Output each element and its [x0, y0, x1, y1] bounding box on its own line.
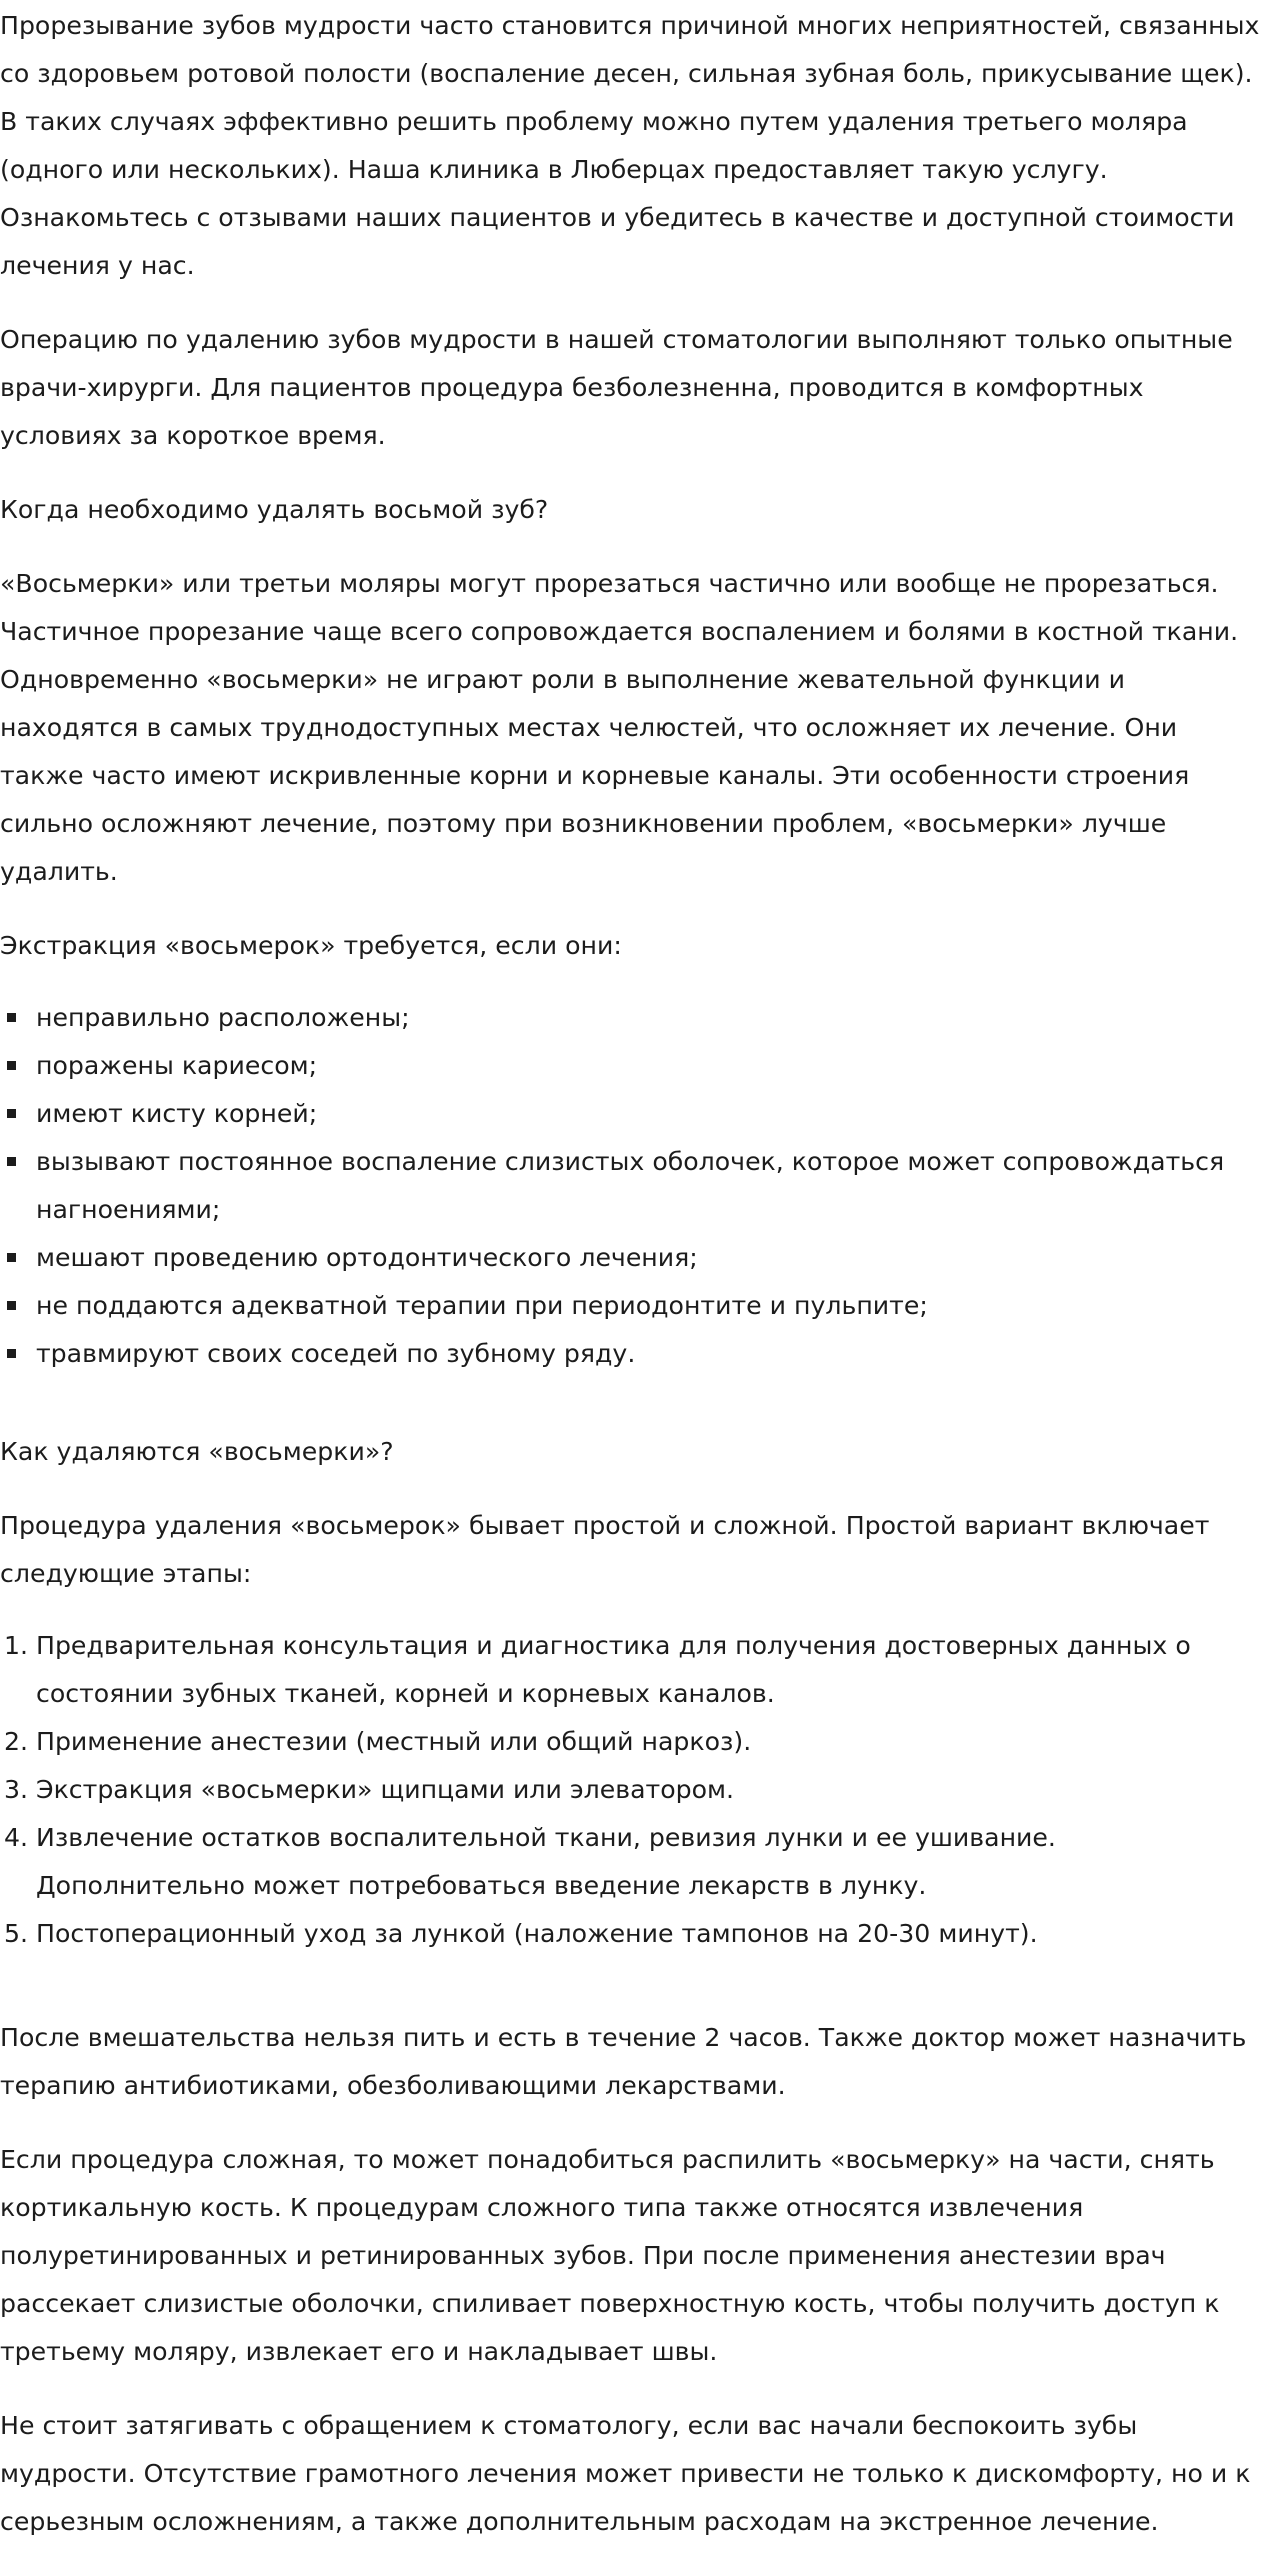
list-item: неправильно расположены; [36, 994, 1268, 1042]
section-heading-when: Когда необходимо удалять восьмой зуб? [0, 495, 549, 524]
complex-procedure-paragraph: Если процедура сложная, то может понадобиться распилить «восьмерку» на части, снять кортикальную кость. К процедурам сложного типа также относятся извлечения полуретинированных и ретинированных зубов. При после применения анестезии врач рассекает слизистые оболочки, спиливает поверхностную кость, чтобы получить доступ к третьему моляру, извлекает его и накладывает швы. [0, 2145, 1220, 2366]
aftercare-paragraph: После вмешательства нельзя пить и есть в течение 2 часов. Также доктор может назначить терапию антибиотиками, обезболивающими лекарствами. [0, 2023, 1247, 2100]
list-item: не поддаются адекватной терапии при периодонтите и пульпите; [36, 1282, 1268, 1330]
steps-list [0, 1622, 1268, 1958]
list-item: мешают проведению ортодонтического лечения; [36, 1234, 1268, 1282]
wisdom-teeth-paragraph: «Восьмерки» или третьи моляры могут прорезаться частично или вообще не прорезаться. Частичное прорезание чаще всего сопровождается воспалением и болями в костной ткани. Одновременно «восьмерки» не играют роли в выполнение жевательной функции и находятся в самых труднодоступных местах челюстей, что осложняет их лечение. Они также часто имеют искривленные корни и корневые каналы. Эти особенности строения сильно осложняют лечение, поэтому при возникновении проблем, «восьмерки» лучше удалить. [0, 569, 1239, 886]
list-item: 5. Постоперационный уход за лункой (наложение тампонов на 20-30 минут). [36, 1910, 1268, 1958]
reasons-list [0, 994, 1268, 1378]
list-item: 1. Предварительная консультация и диагностика для получения достоверных данных о состоянии зубных тканей, корней и корневых каналов. [36, 1622, 1268, 1718]
list-item: 4. Извлечение остатков воспалительной ткани, ревизия лунки и ее ушивание. Дополнительно может потребоваться введение лекарств в лунку. [36, 1814, 1268, 1910]
section-heading-how: Как удаляются «восьмерки»? [0, 1437, 394, 1466]
list-item: травмируют своих соседей по зубному ряду. [36, 1330, 1268, 1378]
procedure-paragraph: Процедура удаления «восьмерок» бывает простой и сложной. Простой вариант включает следующие этапы: [0, 1511, 1210, 1588]
list-item: 3. Экстракция «восьмерки» щипцами или элеватором. [36, 1766, 1268, 1814]
list-item: 2. Применение анестезии (местный или общий наркоз). [36, 1718, 1268, 1766]
list-item: имеют кисту корней; [36, 1090, 1268, 1138]
list-item: вызывают постоянное воспаление слизистых оболочек, которое может сопровождаться нагноениями; [36, 1138, 1268, 1234]
extraction-intro-paragraph: Экстракция «восьмерок» требуется, если они: [0, 931, 622, 960]
intro-paragraph: Прорезывание зубов мудрости часто становится причиной многих неприятностей, связанных со здоровьем ротовой полости (воспаление десен, сильная зубная боль, прикусывание щек). В таких случаях эффективно решить проблему можно путем удаления третьего моляра (одного или нескольких). Наша клиника в Люберцах предоставляет такую услугу. Ознакомьтесь с отзывами наших пациентов и убедитесь в качестве и доступной стоимости лечения у нас. [0, 11, 1260, 280]
surgeons-paragraph: Операцию по удалению зубов мудрости в нашей стоматологии выполняют только опытные врачи-хирурги. Для пациентов процедура безболезненна, проводится в комфортных условиях за короткое время. [0, 325, 1233, 450]
closing-paragraph: Не стоит затягивать с обращением к стоматологу, если вас начали беспокоить зубы мудрости. Отсутствие грамотного лечения может привести не только к дискомфорту, но и к серьезным осложнениям, а также дополнительным расходам на экстренное лечение. [0, 2411, 1251, 2536]
list-item: поражены кариесом; [36, 1042, 1268, 1090]
